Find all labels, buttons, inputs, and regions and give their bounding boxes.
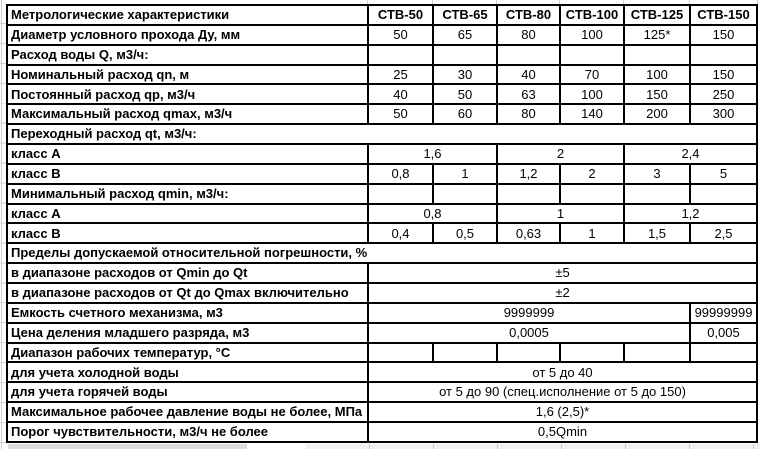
row-label: Минимальный расход qmin, м3/ч: <box>7 184 368 204</box>
cell-value: 0,8 <box>368 164 433 184</box>
empty-cell <box>690 343 757 363</box>
table-row-diameter <box>7 25 757 45</box>
cell-value: 0,8 <box>368 204 497 224</box>
cell-value: 250 <box>690 84 757 104</box>
row-label: класс А <box>7 144 368 164</box>
cell-value: 150 <box>690 65 757 85</box>
row-label: для учета холодной воды <box>7 362 368 382</box>
cell-value: 0,5 <box>433 223 497 243</box>
empty-cell <box>368 45 433 65</box>
cell-value: 80 <box>497 104 560 124</box>
next-row-gray-cell <box>8 444 247 449</box>
table-row-cold-water <box>7 362 757 382</box>
table-row-flow-header <box>7 45 757 65</box>
row-label: Пределы допускаемой относительной погрешности, % <box>7 243 757 263</box>
cell-value: 0,5Qmin <box>368 422 757 442</box>
cell-value: 1,2 <box>497 164 560 184</box>
cell-value: 2 <box>497 144 624 164</box>
table-row-transition-header <box>7 124 757 144</box>
row-label: класс В <box>7 223 368 243</box>
empty-cell <box>560 45 624 65</box>
cell-value: 140 <box>560 104 624 124</box>
row-label: Диапазон рабочих температур, °С <box>7 343 368 363</box>
cell-value: 80 <box>497 25 560 45</box>
empty-cell <box>690 184 757 204</box>
cell-value: 125* <box>624 25 690 45</box>
cell-value: 0,4 <box>368 223 433 243</box>
table-row-error-low <box>7 263 757 283</box>
cell-value: 1 <box>433 164 497 184</box>
cell-value: 2,5 <box>690 223 757 243</box>
empty-cell <box>497 184 560 204</box>
table-row-temperature-header <box>7 343 757 363</box>
cell-value: 2,4 <box>624 144 757 164</box>
row-label: Переходный расход qt, м3/ч: <box>7 124 757 144</box>
empty-cell <box>433 343 497 363</box>
column-header: СТВ-65 <box>433 5 497 25</box>
table-row-error-header <box>7 243 757 263</box>
cell-value: 3 <box>624 164 690 184</box>
cell-value: 70 <box>560 65 624 85</box>
row-label: Емкость счетного механизма, м3 <box>7 303 368 323</box>
column-header: СТВ-80 <box>497 5 560 25</box>
table-row-transition-class-b <box>7 164 757 184</box>
table-row-minimum-header <box>7 184 757 204</box>
empty-cell <box>368 184 433 204</box>
empty-cell <box>560 343 624 363</box>
column-header: СТВ-100 <box>560 5 624 25</box>
cell-value: 1 <box>497 204 624 224</box>
cell-value: 100 <box>560 25 624 45</box>
table-row-nominal <box>7 65 757 85</box>
next-row-cells <box>306 444 760 449</box>
empty-cell <box>560 184 624 204</box>
column-header: СТВ-50 <box>368 5 433 25</box>
empty-cell <box>433 45 497 65</box>
row-label: Цена деления младшего разряда, м3 <box>7 323 368 343</box>
empty-cell <box>624 343 690 363</box>
cell-value: от 5 до 40 <box>368 362 757 382</box>
empty-cell <box>433 184 497 204</box>
empty-cell <box>624 184 690 204</box>
column-header: СТВ-150 <box>690 5 757 25</box>
cell-value: 2 <box>560 164 624 184</box>
cell-value: 0,63 <box>497 223 560 243</box>
row-label: Диаметр условного прохода Ду, мм <box>7 25 368 45</box>
table-row-minimum-class-a <box>7 204 757 224</box>
table-title: Метрологические характеристики <box>7 5 368 25</box>
empty-cell <box>497 343 560 363</box>
row-label: класс В <box>7 164 368 184</box>
cell-value: 25 <box>368 65 433 85</box>
cell-value: 50 <box>368 25 433 45</box>
cell-value: ±2 <box>368 283 757 303</box>
cell-value: 65 <box>433 25 497 45</box>
table-row-constant <box>7 84 757 104</box>
cell-value: 1,6 (2,5)* <box>368 402 757 422</box>
cell-value: 50 <box>368 104 433 124</box>
row-label: Расход воды Q, м3/ч: <box>7 45 368 65</box>
cell-value: 150 <box>624 84 690 104</box>
cell-value: 300 <box>690 104 757 124</box>
cell-value: от 5 до 90 (спец.исполнение от 5 до 150) <box>368 382 757 402</box>
table-row-capacity <box>7 303 757 323</box>
empty-cell <box>690 45 757 65</box>
row-label: для учета горячей воды <box>7 382 368 402</box>
cell-value: 150 <box>690 25 757 45</box>
table-row-header <box>7 5 757 25</box>
cell-value: 100 <box>560 84 624 104</box>
cell-value: 1,6 <box>368 144 497 164</box>
cell-value: 30 <box>433 65 497 85</box>
cell-value: 5 <box>690 164 757 184</box>
row-label: в диапазоне расходов от Qt до Qmax включительно <box>7 283 368 303</box>
table-row-error-high <box>7 283 757 303</box>
cell-value: 40 <box>497 65 560 85</box>
empty-cell <box>624 45 690 65</box>
table-row-pressure <box>7 402 757 422</box>
gridline-left <box>1 0 2 449</box>
table-row-maximum <box>7 104 757 124</box>
cell-value: 1 <box>560 223 624 243</box>
cell-value: 0,005 <box>690 323 757 343</box>
table-row-hot-water <box>7 382 757 402</box>
cell-value: 100 <box>624 65 690 85</box>
cell-value: 63 <box>497 84 560 104</box>
column-header: СТВ-125 <box>624 5 690 25</box>
table-row-sensitivity <box>7 422 757 442</box>
cell-value: 200 <box>624 104 690 124</box>
specs-table <box>6 4 758 443</box>
table-row-transition-class-a <box>7 144 757 164</box>
table-row-minimum-class-b <box>7 223 757 243</box>
row-label: в диапазоне расходов от Qmin до Qt <box>7 263 368 283</box>
cell-value: 0,0005 <box>368 323 690 343</box>
row-label: Номинальный расход qn, м <box>7 65 368 85</box>
cell-value: 1,2 <box>624 204 757 224</box>
cell-value: 50 <box>433 84 497 104</box>
cell-value: 9999999 <box>368 303 690 323</box>
cell-value: 99999999 <box>690 303 757 323</box>
row-label: Постоянный расход qp, м3/ч <box>7 84 368 104</box>
table-row-division <box>7 323 757 343</box>
row-label: Максимальный расход qmax, м3/ч <box>7 104 368 124</box>
row-label: Порог чувствительности, м3/ч не более <box>7 422 368 442</box>
row-label: Максимальное рабочее давление воды не более, МПа <box>7 402 368 422</box>
cell-value: ±5 <box>368 263 757 283</box>
empty-cell <box>368 343 433 363</box>
empty-cell <box>497 45 560 65</box>
cell-value: 60 <box>433 104 497 124</box>
row-label: класс А <box>7 204 368 224</box>
cell-value: 1,5 <box>624 223 690 243</box>
cell-value: 40 <box>368 84 433 104</box>
